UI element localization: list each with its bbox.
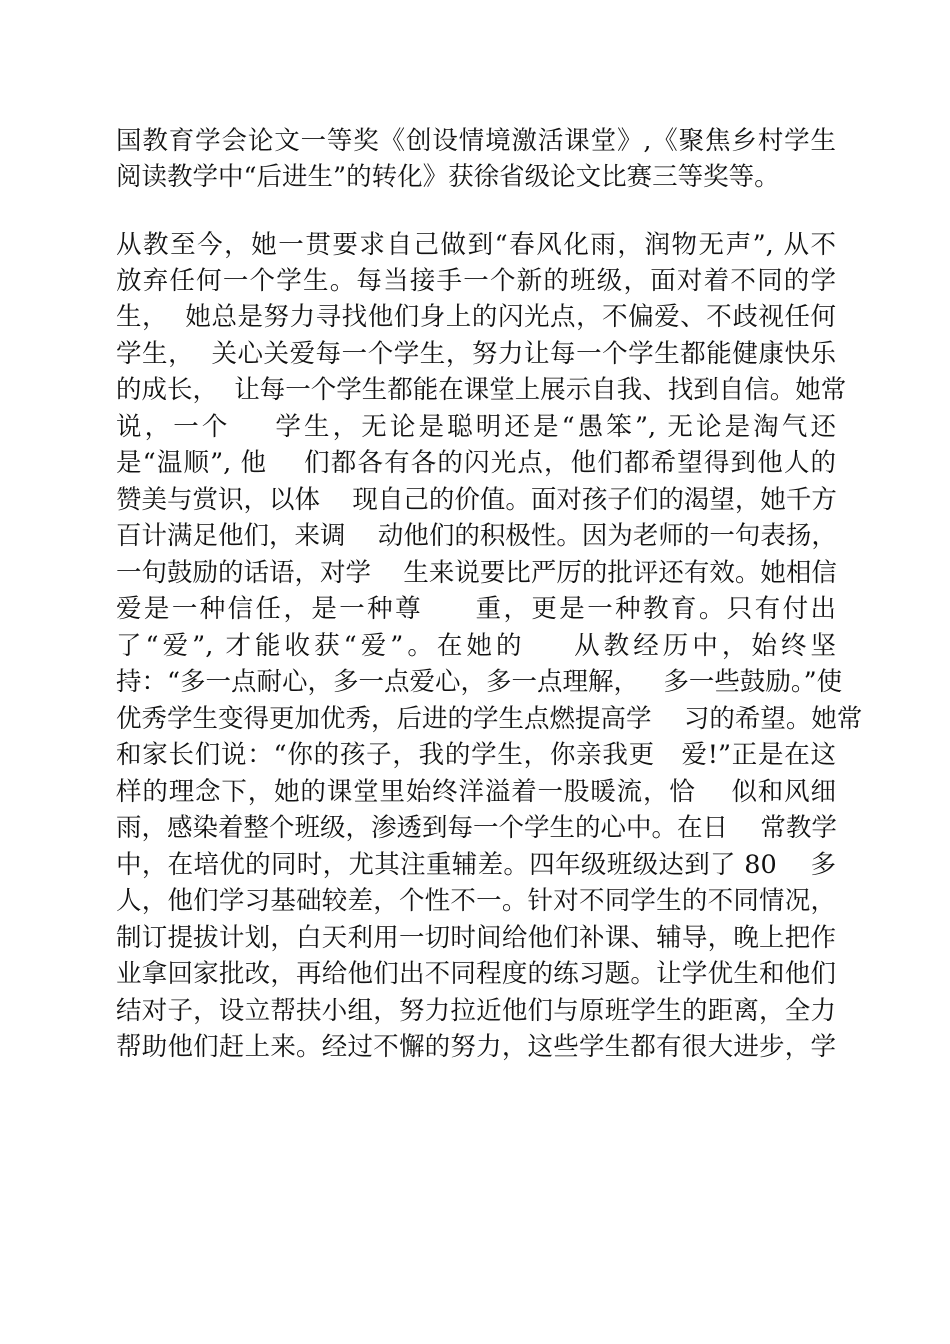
text-line: 业拿回家批改，再给他们出不同程度的练习题。让学优生和他们 (116, 959, 836, 989)
text-line: 雨，感染着整个班级，渗透到每一个学生的心中。在日 常教学 (116, 813, 837, 843)
text-line: 学生， 关心关爱每一个学生，努力让每一个学生都能健康快乐 (116, 339, 836, 369)
text-line: 百计满足他们，来调 动他们的积极性。因为老师的一句表扬， (116, 521, 837, 551)
text-line: 样的理念下，她的课堂里始终洋溢着一股暖流，恰 似和风细 (116, 777, 836, 807)
text-line: 持：“多一点耐心，多一点爱心，多一点理解， 多一些鼓励。”使 (116, 667, 843, 697)
text-line: 和家长们说：“你的孩子，我的学生，你亲我更 爱!”正是在这 (116, 740, 836, 770)
text-line: 帮助他们赶上来。经过不懈的努力，这些学生都有很大进步，学 (116, 1032, 836, 1062)
text-line: 赞美与赏识，以体 现自己的价值。面对孩子们的渴望，她千方 (116, 485, 837, 515)
text-line: 国教育学会论文一等奖《创设情境激活课堂》,《聚焦乡村学生 (116, 126, 836, 156)
text-line: 说，一个 学生，无论是聪明还是“愚笨”, 无论是淘气还 (116, 412, 836, 442)
text-line: 爱是一种信任，是一种尊 重，更是一种教育。只有付出 (116, 594, 836, 624)
text-line: 了“爱”, 才能收获“爱”。在她的 从教经历中，始终坚 (116, 631, 836, 661)
text-line: 阅读教学中“后进生”的转化》获徐省级论文比赛三等奖等。 (116, 162, 780, 192)
text-line: 人，他们学习基础较差，个性不一。针对不同学生的不同情况， (116, 886, 836, 916)
text-line: 是“温顺”, 他 们都各有各的闪光点，他们都希望得到他人的 (116, 448, 836, 478)
text-line: 结对子，设立帮扶小组，努力拉近他们与原班学生的距离，全力 (116, 996, 836, 1026)
text-line: 的成长， 让每一个学生都能在课堂上展示自我、找到自信。她常 (116, 375, 847, 405)
text-line: 生， 她总是努力寻找他们身上的闪光点，不偏爱、不歧视任何 (116, 302, 836, 332)
text-line: 优秀学生变得更加优秀，后进的学生点燃提高学 习的希望。她常 (116, 704, 863, 734)
text-line: 从教至今，她一贯要求自己做到“春风化雨，润物无声”, 从不 (116, 230, 836, 260)
text-line: 放弃任何一个学生。每当接手一个新的班级，面对着不同的学 (116, 266, 836, 296)
text-line: 制订提拔计划，白天利用一切时间给他们补课、辅导，晚上把作 (116, 923, 836, 953)
text-line: 一句鼓励的话语，对学 生来说要比严厉的批评还有效。她相信 (116, 558, 837, 588)
text-line: 中，在培优的同时，尤其注重辅差。四年级班级达到了 80 多 (116, 850, 836, 880)
